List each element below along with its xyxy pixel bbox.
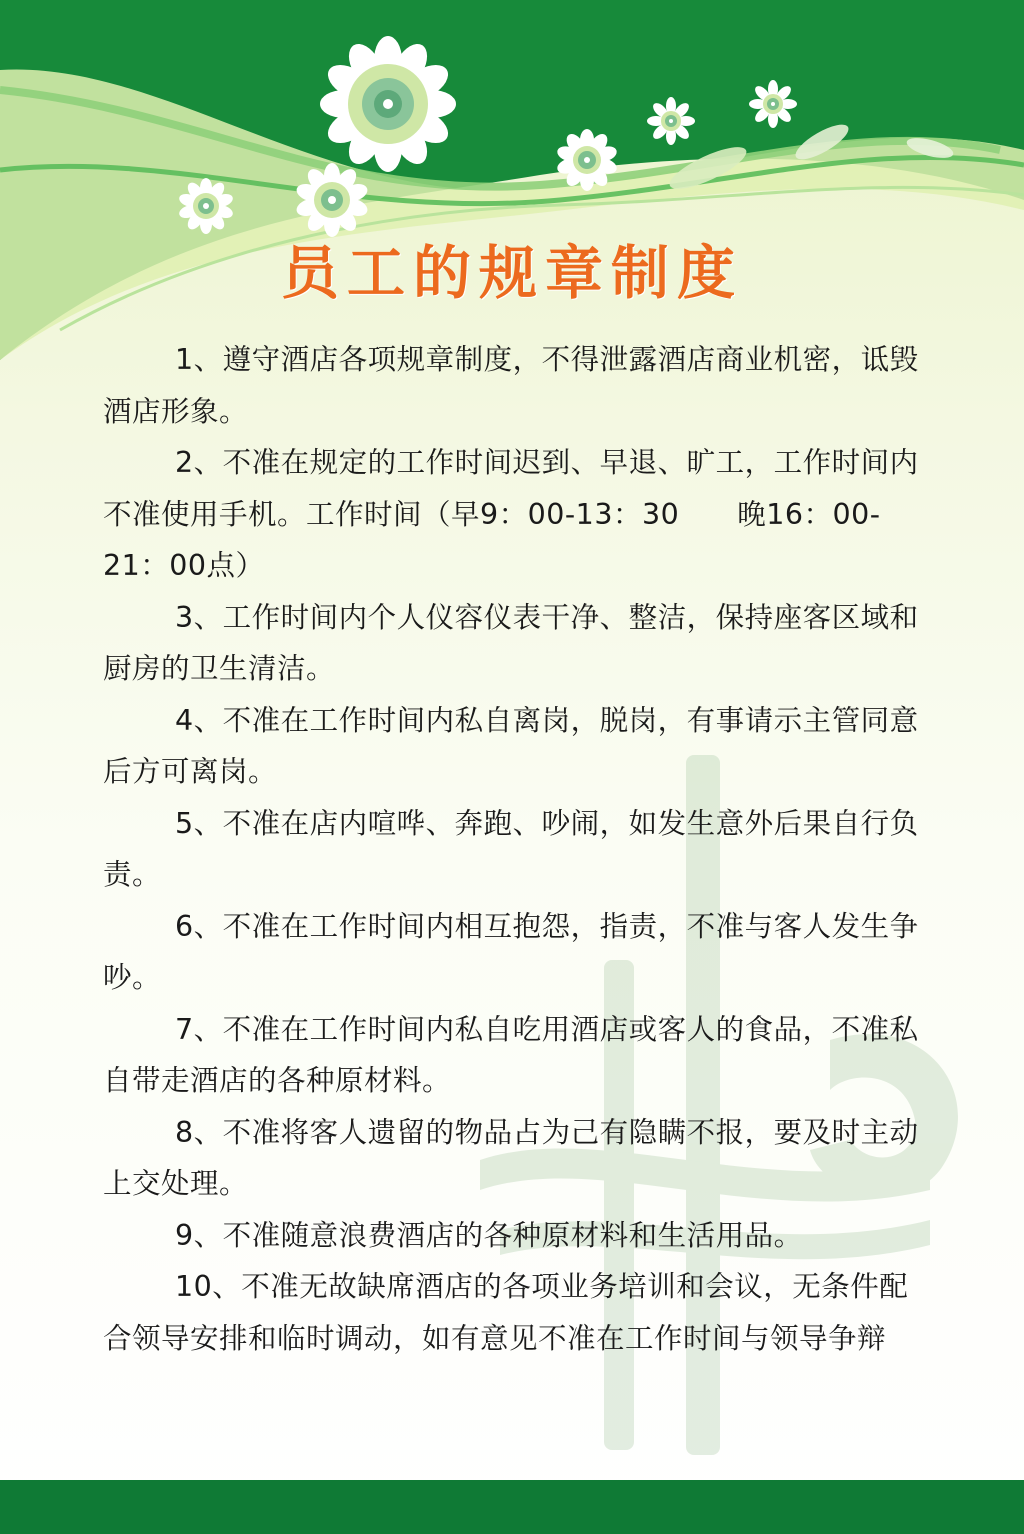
flower-small	[647, 97, 695, 145]
poster-title: 员工的规章制度	[280, 239, 743, 307]
rule-item: 10、不准无故缺席酒店的各项业务培训和会议，无条件配合领导安排和临时调动，如有意见不准在工作时间与领导争辩	[103, 1270, 909, 1355]
rule-item: 2、不准在规定的工作时间迟到、早退、旷工，工作时间内不准使用手机。工作时间（早9：00-13：30 晚16：00-21：00点）	[103, 446, 919, 582]
rule-item: 8、不准将客人遗留的物品占为己有隐瞒不报，要及时主动上交处理。	[103, 1115, 919, 1200]
footer-bar	[0, 1480, 1024, 1534]
rule-item: 9、不准随意浪费酒店的各种原材料和生活用品。	[175, 1218, 803, 1252]
flower-small	[749, 80, 797, 128]
rule-item: 4、不准在工作时间内私自离岗，脱岗，有事请示主管同意后方可离岗。	[103, 703, 919, 788]
rules-list	[103, 334, 925, 1364]
rule-item: 1、遵守酒店各项规章制度，不得泄露酒店商业机密，诋毁酒店形象。	[103, 343, 919, 428]
rule-item: 6、不准在工作时间内相互抱怨，指责，不准与客人发生争吵。	[103, 909, 919, 994]
rule-item: 7、不准在工作时间内私自吃用酒店或客人的食品，不准私自带走酒店的各种原材料。	[103, 1012, 919, 1097]
rule-item: 3、工作时间内个人仪容仪表干净、整洁，保持座客区域和厨房的卫生清洁。	[103, 600, 919, 685]
rule-item: 5、不准在店内喧哗、奔跑、吵闹，如发生意外后果自行负责。	[103, 806, 919, 891]
